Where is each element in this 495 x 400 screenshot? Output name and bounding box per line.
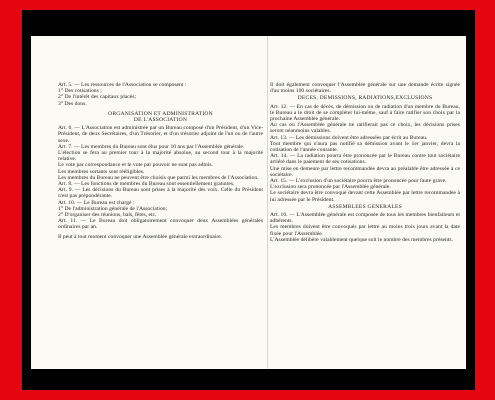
- election-rule: L'élection se fera au premier tour à la majorité absolue, au second tour à la majorité relative.: [58, 150, 263, 163]
- membership-rule: Les membres du Bureau ne peuvent être choisis que parmi les membres de l'Association.: [58, 174, 259, 181]
- right-column: [270, 82, 460, 243]
- article-8: Art. 8. — Les fonctions de membres du Bureau sont essentiellement gratuites.: [58, 181, 235, 188]
- article-7: Art. 7. — Les membres du Bureau sont élus pour 10 ans par l'Assemblée générale.: [58, 143, 245, 150]
- article-14: Art. 14. — La radiation pourra être prononcée par le Bureau contre tout sociétaire arriéré dans le paiement de ses cotisations.: [270, 153, 460, 166]
- quorum-rule: L'Assemblée délibère valablement quelque soit le nombre des membres présents.: [270, 236, 454, 243]
- article-5: Art. 5. — Les ressources de l'Association se composent : 1° Des cotisations ; 2° De l'intérêt des capitaux placés; 3° Des dons.: [58, 82, 187, 107]
- left-column: [58, 82, 263, 240]
- summons-rule: Le sociétaire devra être convoqué devant cette Assemblée par lettre recommandée à lui adressée par le Président.: [270, 190, 460, 203]
- article-15: Art. 15. — L'exclusion d'un sociétaire pourra être prononcée pour faute grave.: [270, 178, 447, 185]
- extraordinary-assembly-rule: Il peut à tout moment convoquer une Assemblée générale extraordinaire.: [58, 233, 223, 240]
- article-6: Art. 6. — L'Association est administrée par un Bureau composé d'un Président, d'un Vice-Président, de deux Secrétaires, d'un Trésorier, et d'un trésorier adjoint de l'un ou de l'autre sexe.: [58, 125, 263, 144]
- article-9: Art. 9. — Les décisions du Bureau sont prises à la majorité des voix. Celle du Président n'est pas prépondérante.: [58, 187, 263, 200]
- convocation-rule: Il doit également convoquer l'Assemblée générale sur une demande écrite signée d'au moins 100 sociétaires.: [270, 82, 460, 95]
- resignation-rule: Tout membre qui n'aura pas notifié sa démission avant le 1er janvier, devra la cotisation de l'année courante.: [270, 140, 460, 154]
- article-11: Art. 11. — Le Bureau doit obligatoirement convoquer deux Assemblées générales ordinaires par an.: [58, 218, 263, 231]
- section-heading-assemblees: ASSEMBLEES GENERALES: [328, 203, 402, 210]
- section-heading-organisation: ORGANISATION ET ADMINISTRATION: [108, 110, 213, 117]
- section-heading-deces: DECES, DEMISSIONS, RADIATIONS,EXCLUSIONS: [297, 95, 433, 102]
- vote-rule: Le vote par correspondance et le vote par pouvoir ne sont pas admis.: [58, 162, 213, 169]
- reeligibility-rule: Les membres sortants sont rééligibles.: [58, 168, 145, 175]
- article-12: Art. 12. — En cas de décès, de démission ou de radiation d'un membre du Bureau, le Bureau a le droit de se compléter lui-même, sauf à faire ratifier son choix par la prochaine Assemblée générale.: [270, 103, 460, 123]
- page-fold-line: [267, 36, 268, 369]
- article-10: Art. 10. — Le Bureau est chargé : 1° De l'administration générale de l'Association; 2° D'organiser des réunions, bals, fêtes, etc.: [58, 199, 168, 219]
- exclusion-rule: L'exclusion sera prononcée par l'Assemblée générale.: [270, 184, 391, 191]
- formal-notice-rule: Une mise en demeure par lettre recommandée devra au préalable être adressée à ce sociétaire.: [270, 165, 460, 178]
- section-heading-association: DE L'ASSOCIATION: [133, 117, 188, 124]
- article-13: Art. 13. — Les démissions doivent être adressées par écrit au Bureau.: [270, 134, 428, 141]
- members-convocation-rule: Les membres doivent être convoqués par lettre au moins trois jours avant la date fixée pour l'Assemblée.: [270, 224, 460, 237]
- article-16: Art. 16. — L'Assemblée générale est composée de tous les membres bienfaiteurs et adhérents.: [270, 212, 460, 225]
- ratification-rule: Au cas où l'Assemblée générale ne ratifierait pas ce choix, les décisions prises seront néanmoins valables.: [270, 122, 460, 135]
